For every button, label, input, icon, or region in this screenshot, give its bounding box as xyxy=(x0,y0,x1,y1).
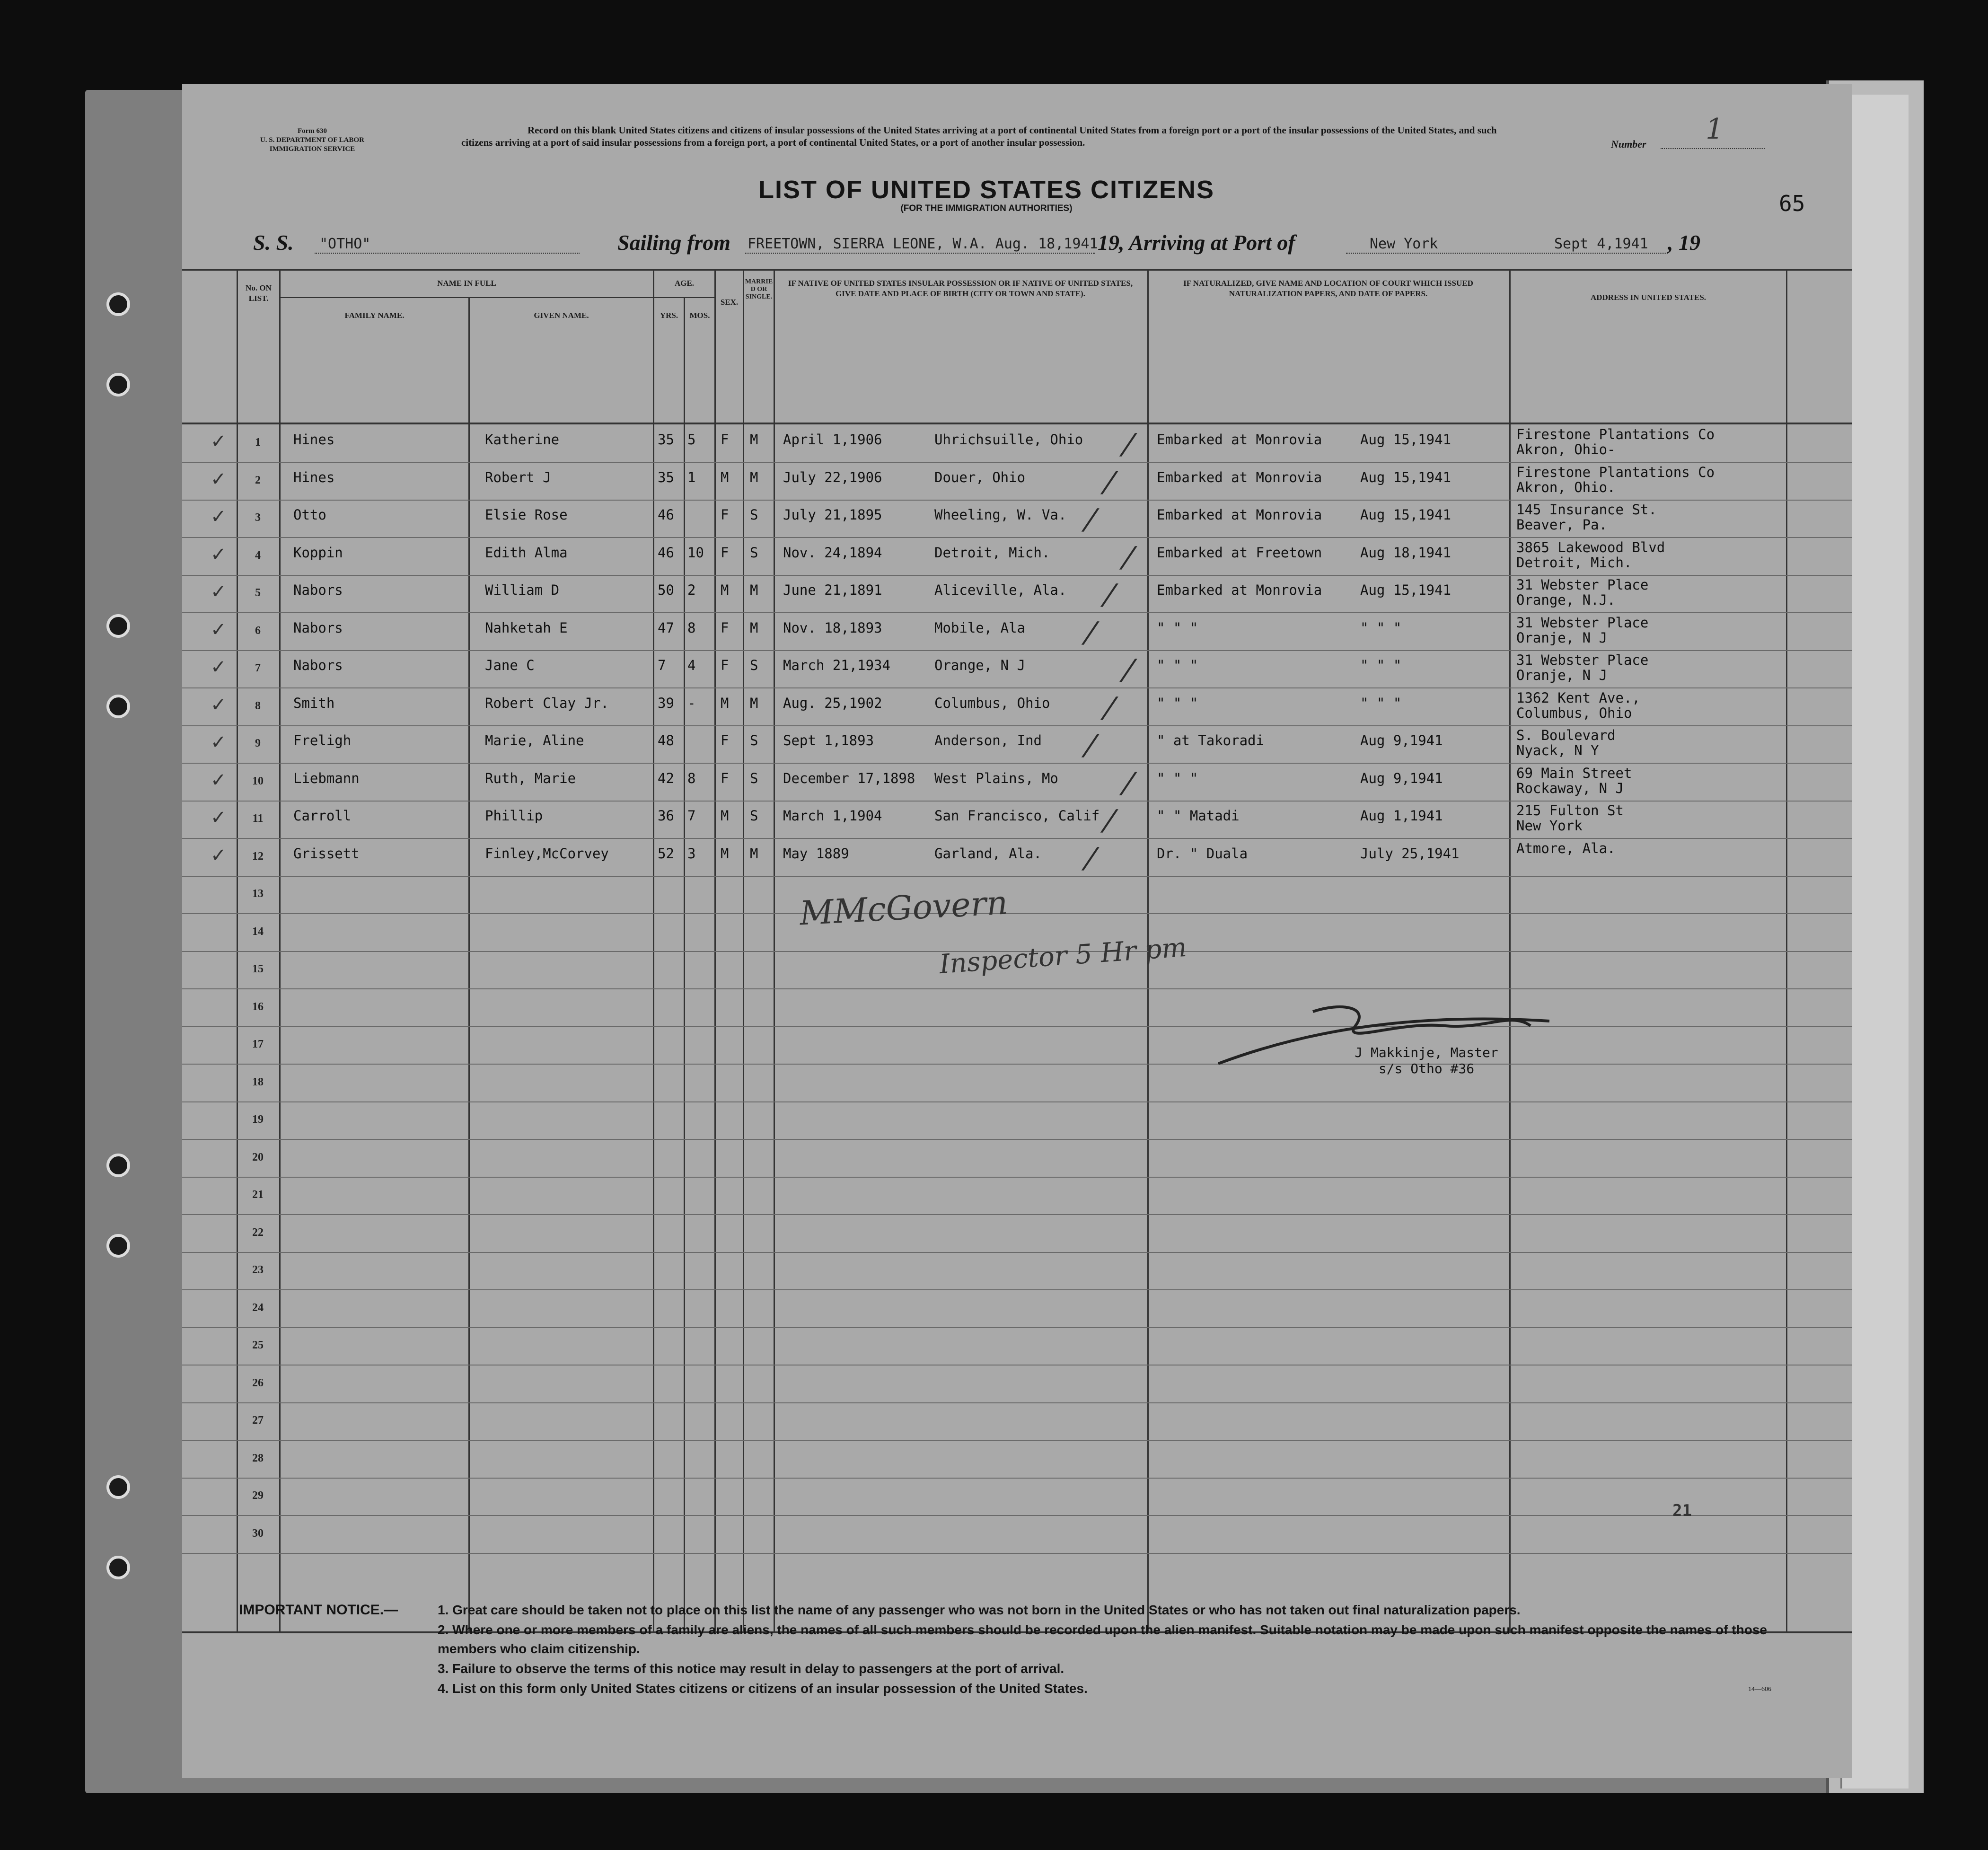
cell-ms: S xyxy=(750,732,758,749)
cell-mos: 5 xyxy=(687,432,696,448)
check-stroke-icon: / xyxy=(1080,616,1101,649)
cell-nat-date: July 25,1941 xyxy=(1360,845,1460,862)
cell-family: Hines xyxy=(293,432,335,448)
cell-given: Katherine xyxy=(485,432,560,448)
cell-nat-date: Aug 15,1941 xyxy=(1360,432,1451,448)
header-family-name: FAMILY NAME. xyxy=(344,311,405,320)
table-row xyxy=(182,1290,1852,1328)
check-mark-icon: ✓ xyxy=(211,468,227,490)
punch-hole xyxy=(106,1475,130,1499)
cell-family: Koppin xyxy=(293,544,343,561)
header-age: AGE. xyxy=(674,279,695,288)
table-row xyxy=(182,1403,1852,1441)
row-number: 8 xyxy=(255,699,261,712)
sailing-from: FREETOWN, SIERRA LEONE, W.A. Aug. 18,1941 xyxy=(748,236,1098,252)
cell-birth-place: Orange, N J xyxy=(934,657,1026,673)
cell-address: 3865 Lakewood Blvd Detroit, Mich. xyxy=(1516,539,1665,571)
cell-yrs: 50 xyxy=(658,582,674,598)
cell-birth-date: Nov. 24,1894 xyxy=(783,544,882,561)
cell-nat-place: " " " xyxy=(1157,770,1198,786)
number-label: Number xyxy=(1611,138,1646,150)
cell-sex: M xyxy=(721,808,729,824)
check-mark-icon: ✓ xyxy=(211,807,227,828)
row-number: 4 xyxy=(255,549,261,562)
sailing-label: Sailing from xyxy=(617,230,731,255)
cell-mos: 7 xyxy=(687,808,696,824)
check-mark-icon: ✓ xyxy=(211,543,227,565)
cell-family: Hines xyxy=(293,469,335,485)
cell-nat-date: " " " xyxy=(1360,657,1402,673)
master-signature xyxy=(1303,1045,1549,1077)
cell-yrs: 36 xyxy=(658,808,674,824)
table-row xyxy=(182,1365,1852,1403)
row-number: 22 xyxy=(252,1226,264,1239)
cell-sex: F xyxy=(721,732,729,749)
header-mos: MOS. xyxy=(689,311,710,320)
cell-ms: M xyxy=(750,695,758,711)
voyage-line xyxy=(253,230,1767,258)
cell-address: Firestone Plantations Co Akron, Ohio. xyxy=(1516,464,1715,495)
cell-address: Firestone Plantations Co Akron, Ohio- xyxy=(1516,426,1715,458)
cell-ms: M xyxy=(750,582,758,598)
cell-family: Carroll xyxy=(293,808,352,824)
cell-birth-date: Aug. 25,1902 xyxy=(783,695,882,711)
punch-hole xyxy=(106,292,130,316)
row-number: 19 xyxy=(252,1113,264,1126)
punch-hole xyxy=(106,373,130,396)
ship-name: "OTHO" xyxy=(319,236,371,252)
cell-given: Marie, Aline xyxy=(485,732,584,749)
header-married-or-single: MARRIED OR SINGLE. xyxy=(745,278,773,300)
department-name: U. S. DEPARTMENT OF LABOR xyxy=(260,136,365,144)
table-row xyxy=(182,1441,1852,1479)
table-row xyxy=(182,764,1852,802)
check-stroke-icon: / xyxy=(1117,766,1139,800)
cell-birth-place: West Plains, Mo xyxy=(934,770,1058,786)
cell-nat-place: Embarked at Monrovia xyxy=(1157,507,1322,523)
cell-yrs: 46 xyxy=(658,544,674,561)
service-name: IMMIGRATION SERVICE xyxy=(269,145,355,153)
cell-family: Freligh xyxy=(293,732,352,749)
page-subtitle: (FOR THE IMMIGRATION AUTHORITIES) xyxy=(900,203,1073,213)
row-number: 24 xyxy=(252,1301,264,1314)
cell-address: 31 Webster Place Orange, N.J. xyxy=(1516,577,1649,608)
row-rule xyxy=(182,1553,1852,1554)
cell-ms: M xyxy=(750,845,758,862)
row-number: 6 xyxy=(255,624,261,637)
cell-sex: F xyxy=(721,432,729,448)
cell-birth-date: Sept 1,1893 xyxy=(783,732,874,749)
table-row xyxy=(182,801,1852,839)
row-number: 25 xyxy=(252,1339,264,1351)
notice-item-4: 4. List on this form only United States citizens or citizens of an insular possession of the United States. xyxy=(438,1681,1088,1696)
cell-nat-place: " " Matadi xyxy=(1157,808,1240,824)
cell-birth-place: San Francisco, Calif xyxy=(934,808,1100,824)
header-name-in-full: NAME IN FULL xyxy=(437,279,496,288)
cell-nat-place: " " " xyxy=(1157,619,1198,636)
header-native-info: IF NATIVE OF UNITED STATES INSULAR POSSESSION OR IF NATIVE OF UNITED STATES, GIVE DATE AND PLACE OF BIRTH (CITY OR TOWN AND STATE). xyxy=(788,279,1133,298)
form-number: Form 630 xyxy=(297,127,327,135)
row-number: 5 xyxy=(255,587,261,599)
row-number: 23 xyxy=(252,1264,264,1276)
table-row xyxy=(182,726,1852,764)
cell-mos: - xyxy=(687,695,696,711)
cell-mos: 10 xyxy=(687,544,704,561)
cell-nat-date: Aug 9,1941 xyxy=(1360,770,1443,786)
cell-ms: S xyxy=(750,770,758,786)
cell-birth-place: Anderson, Ind xyxy=(934,732,1042,749)
cell-nat-place: Embarked at Monrovia xyxy=(1157,469,1322,485)
cell-nat-date: Aug 1,1941 xyxy=(1360,808,1443,824)
punch-hole xyxy=(106,695,130,718)
cell-family: Nabors xyxy=(293,657,343,673)
punch-hole xyxy=(106,1154,130,1177)
cell-address: 145 Insurance St. Beaver, Pa. xyxy=(1516,502,1657,533)
cell-nat-place: " " " xyxy=(1157,657,1198,673)
header-address: ADDRESS IN UNITED STATES. xyxy=(1590,293,1707,302)
cell-yrs: 39 xyxy=(658,695,674,711)
cell-nat-place: Dr. " Duala xyxy=(1157,845,1248,862)
table-row xyxy=(182,688,1852,726)
cell-ms: S xyxy=(750,808,758,824)
row-number: 20 xyxy=(252,1151,264,1163)
master-ship: s/s Otho #36 xyxy=(1378,1061,1475,1076)
table-row xyxy=(182,1177,1852,1215)
cell-birth-place: Aliceville, Ala. xyxy=(934,582,1067,598)
cell-family: Liebmann xyxy=(293,770,360,786)
cell-birth-date: March 1,1904 xyxy=(783,808,882,824)
cell-birth-place: Detroit, Mich. xyxy=(934,544,1050,561)
cell-birth-date: July 22,1906 xyxy=(783,469,882,485)
table-row xyxy=(182,839,1852,877)
cell-sex: M xyxy=(721,582,729,598)
cell-address: Atmore, Ala. xyxy=(1516,840,1616,856)
row-number: 26 xyxy=(252,1376,264,1389)
cell-given: Robert J xyxy=(485,469,551,485)
cell-yrs: 47 xyxy=(658,619,674,636)
cell-birth-place: Garland, Ala. xyxy=(934,845,1042,862)
row-number: 7 xyxy=(255,662,261,674)
row-number: 30 xyxy=(252,1527,264,1540)
cell-birth-place: Uhrichsuille, Ohio xyxy=(934,432,1083,448)
cell-ms: S xyxy=(750,657,758,673)
check-stroke-icon: / xyxy=(1080,729,1101,762)
year-suffix: 19 xyxy=(1098,230,1119,255)
check-stroke-icon: / xyxy=(1099,691,1120,724)
cell-sex: F xyxy=(721,619,729,636)
arrival-date: Sept 4,1941 xyxy=(1554,236,1648,252)
cell-birth-date: May 1889 xyxy=(783,845,849,862)
ss-label: S. S. xyxy=(253,230,294,255)
record-instructions: Record on this blank United States citizens and citizens of insular possessions of the United States arriving at a port of continental United States from a foreign port or a port of the insular possessions of the United States, and such citizens arriving at a port of said insular possessions from a foreign port, a port of continental United States, or a port of another insular possession. xyxy=(461,124,1497,148)
row-number: 15 xyxy=(252,963,264,975)
cell-sex: M xyxy=(721,695,729,711)
form-code: 14—606 xyxy=(1748,1686,1771,1693)
cell-address: S. Boulevard Nyack, N Y xyxy=(1516,727,1616,758)
row-number: 12 xyxy=(252,850,264,863)
table-row xyxy=(182,613,1852,651)
master-name: J Makkinje, Master xyxy=(1355,1045,1498,1060)
cell-sex: M xyxy=(721,845,729,862)
check-mark-icon: ✓ xyxy=(211,431,227,452)
cell-nat-date: " " " xyxy=(1360,619,1402,636)
cell-sex: M xyxy=(721,469,729,485)
header-bottom-rule xyxy=(182,423,1852,424)
cell-nat-date: Aug 15,1941 xyxy=(1360,507,1451,523)
row-number: 3 xyxy=(255,511,261,524)
number-line xyxy=(1661,148,1765,149)
check-stroke-icon: / xyxy=(1099,578,1120,611)
cell-sex: F xyxy=(721,507,729,523)
cell-nat-date: Aug 18,1941 xyxy=(1360,544,1451,561)
check-stroke-icon: / xyxy=(1117,428,1139,461)
row-number: 14 xyxy=(252,925,264,938)
cell-yrs: 52 xyxy=(658,845,674,862)
cell-sex: F xyxy=(721,544,729,561)
cell-nat-date: " " " xyxy=(1360,695,1402,711)
notice-item-3: 3. Failure to observe the terms of this notice may result in delay to passengers at the port of arrival. xyxy=(438,1661,1064,1676)
header-no-on-list: No. ON LIST. xyxy=(246,283,272,303)
cell-nat-place: " " " xyxy=(1157,695,1198,711)
check-mark-icon: ✓ xyxy=(211,694,227,716)
row-number: 29 xyxy=(252,1489,264,1502)
cell-given: Ruth, Marie xyxy=(485,770,576,786)
inspector-signature: MMcGovern xyxy=(799,883,1009,933)
cell-birth-place: Columbus, Ohio xyxy=(934,695,1050,711)
cell-given: Jane C xyxy=(485,657,535,673)
check-mark-icon: ✓ xyxy=(211,581,227,603)
cell-family: Grissett xyxy=(293,845,360,862)
arriving-label: , Arriving at Port of xyxy=(1119,230,1295,255)
cell-birth-place: Douer, Ohio xyxy=(934,469,1026,485)
cell-yrs: 7 xyxy=(658,657,666,673)
check-mark-icon: ✓ xyxy=(211,506,227,528)
notice-item-1: 1. Great care should be taken not to place on this list the name of any passenger who was not born in the United States or who has not taken out final naturalization papers. xyxy=(438,1603,1521,1617)
cell-given: Elsie Rose xyxy=(485,507,568,523)
cell-given: Finley,McCorvey xyxy=(485,845,609,862)
check-mark-icon: ✓ xyxy=(211,731,227,753)
cell-mos: 4 xyxy=(687,657,696,673)
table-row xyxy=(182,1516,1852,1554)
name-subhead-rule xyxy=(279,297,653,298)
cell-mos: 3 xyxy=(687,845,696,862)
cell-sex: F xyxy=(721,657,729,673)
table-top-rule xyxy=(182,269,1852,271)
row-number: 13 xyxy=(252,888,264,900)
check-mark-icon: ✓ xyxy=(211,656,227,678)
header-naturalized-info: IF NATURALIZED, GIVE NAME AND LOCATION OF COURT WHICH ISSUED NATURALIZATION PAPERS, AND DATE OF PAPERS. xyxy=(1183,279,1473,298)
cell-nat-place: Embarked at Monrovia xyxy=(1157,582,1322,598)
cell-birth-date: July 21,1895 xyxy=(783,507,882,523)
notice-heading: IMPORTANT NOTICE.— xyxy=(239,1602,398,1618)
table-row xyxy=(182,1027,1852,1065)
cell-yrs: 42 xyxy=(658,770,674,786)
cell-birth-date: June 21,1891 xyxy=(783,582,882,598)
cell-birth-date: December 17,1898 xyxy=(783,770,915,786)
cell-sex: F xyxy=(721,770,729,786)
cell-mos: 1 xyxy=(687,469,696,485)
table-row xyxy=(182,538,1852,576)
check-mark-icon: ✓ xyxy=(211,769,227,791)
table-row xyxy=(182,651,1852,688)
cell-nat-date: Aug 15,1941 xyxy=(1360,469,1451,485)
table-row xyxy=(182,1328,1852,1365)
cell-yrs: 48 xyxy=(658,732,674,749)
cell-given: Phillip xyxy=(485,808,543,824)
row-number: 1 xyxy=(255,436,261,449)
cell-birth-date: April 1,1906 xyxy=(783,432,882,448)
cell-address: 31 Webster Place Oranje, N J xyxy=(1516,652,1649,683)
row-number: 28 xyxy=(252,1452,264,1464)
check-stroke-icon: / xyxy=(1080,503,1101,536)
table-row xyxy=(182,1215,1852,1253)
cell-nat-place: Embarked at Freetown xyxy=(1157,544,1322,561)
cell-address: 31 Webster Place Oranje, N J xyxy=(1516,614,1649,646)
cell-given: Robert Clay Jr. xyxy=(485,695,609,711)
punch-hole xyxy=(106,614,130,638)
header-given-name: GIVEN NAME. xyxy=(534,311,589,320)
row-number: 27 xyxy=(252,1414,264,1427)
manifest-page xyxy=(182,84,1852,1778)
year-suffix-2: , 19 xyxy=(1668,230,1700,255)
table-row xyxy=(182,425,1852,463)
row-number: 10 xyxy=(252,775,264,787)
cell-given: Nahketah E xyxy=(485,619,568,636)
cell-family: Nabors xyxy=(293,619,343,636)
manifest-table xyxy=(182,269,1852,1631)
row-number: 16 xyxy=(252,1000,264,1013)
cell-nat-place: " at Takoradi xyxy=(1157,732,1264,749)
row-number: 17 xyxy=(252,1038,264,1050)
cell-birth-place: Mobile, Ala xyxy=(934,619,1026,636)
cell-mos: 8 xyxy=(687,770,696,786)
notice-item-2: 2. Where one or more members of a family are aliens, the names of all such members should be recorded upon the alien manifest. Suitable notation may be made upon such manifest opposite the names of those members who claim citizenship. xyxy=(438,1622,1767,1656)
cell-ms: M xyxy=(750,469,758,485)
cell-yrs: 35 xyxy=(658,469,674,485)
cell-family: Smith xyxy=(293,695,335,711)
cell-given: William D xyxy=(485,582,560,598)
cell-ms: S xyxy=(750,507,758,523)
cell-nat-date: Aug 9,1941 xyxy=(1360,732,1443,749)
sailing-line xyxy=(745,253,1095,254)
row-number: 18 xyxy=(252,1075,264,1088)
table-row xyxy=(182,1102,1852,1140)
row-number: 2 xyxy=(255,474,261,486)
list-number: 1 xyxy=(1706,113,1724,146)
inspector-note: Inspector 5 Hr pm xyxy=(938,932,1188,980)
cell-family: Otto xyxy=(293,507,326,523)
arrival-line xyxy=(1346,253,1668,254)
cell-ms: M xyxy=(750,432,758,448)
table-row xyxy=(182,575,1852,613)
table-row xyxy=(182,1478,1852,1516)
margin-mark: 21 xyxy=(1672,1501,1692,1520)
cell-address: 215 Fulton St New York xyxy=(1516,802,1624,834)
cell-birth-date: Nov. 18,1893 xyxy=(783,619,882,636)
table-row xyxy=(182,463,1852,501)
check-stroke-icon: / xyxy=(1080,841,1101,875)
ship-name-line xyxy=(315,253,580,254)
sheet-number: 65 xyxy=(1779,191,1805,216)
check-stroke-icon: / xyxy=(1117,653,1139,687)
cell-ms: S xyxy=(750,544,758,561)
arrival-port: New York xyxy=(1370,236,1438,252)
cell-given: Edith Alma xyxy=(485,544,568,561)
check-stroke-icon: / xyxy=(1117,540,1139,574)
cell-nat-date: Aug 15,1941 xyxy=(1360,582,1451,598)
cell-nat-place: Embarked at Monrovia xyxy=(1157,432,1322,448)
age-subhead-rule xyxy=(653,297,714,298)
punch-hole xyxy=(106,1234,130,1258)
table-row xyxy=(182,1252,1852,1290)
check-mark-icon: ✓ xyxy=(211,618,227,641)
page-title: LIST OF UNITED STATES CITIZENS xyxy=(758,176,1214,204)
cell-birth-place: Wheeling, W. Va. xyxy=(934,507,1067,523)
cell-family: Nabors xyxy=(293,582,343,598)
check-stroke-icon: / xyxy=(1099,465,1120,499)
cell-address: 1362 Kent Ave., Columbus, Ohio xyxy=(1516,689,1640,721)
header-sex: SEX. xyxy=(720,298,739,307)
row-number: 11 xyxy=(252,812,264,825)
row-number: 21 xyxy=(252,1189,264,1201)
cell-birth-date: March 21,1934 xyxy=(783,657,890,673)
row-number: 9 xyxy=(255,737,261,749)
table-row xyxy=(182,1140,1852,1178)
cell-yrs: 35 xyxy=(658,432,674,448)
check-mark-icon: ✓ xyxy=(211,844,227,866)
table-row xyxy=(182,1065,1852,1102)
table-row xyxy=(182,989,1852,1027)
punch-hole xyxy=(106,1556,130,1579)
cell-address: 69 Main Street Rockaway, N J xyxy=(1516,765,1632,796)
cell-yrs: 46 xyxy=(658,507,674,523)
table-row xyxy=(182,500,1852,538)
table-row xyxy=(182,876,1852,914)
form-identifier xyxy=(234,127,390,154)
header-yrs: YRS. xyxy=(660,311,678,320)
check-stroke-icon: / xyxy=(1099,804,1120,837)
cell-ms: M xyxy=(750,619,758,636)
cell-mos: 2 xyxy=(687,582,696,598)
cell-mos: 8 xyxy=(687,619,696,636)
